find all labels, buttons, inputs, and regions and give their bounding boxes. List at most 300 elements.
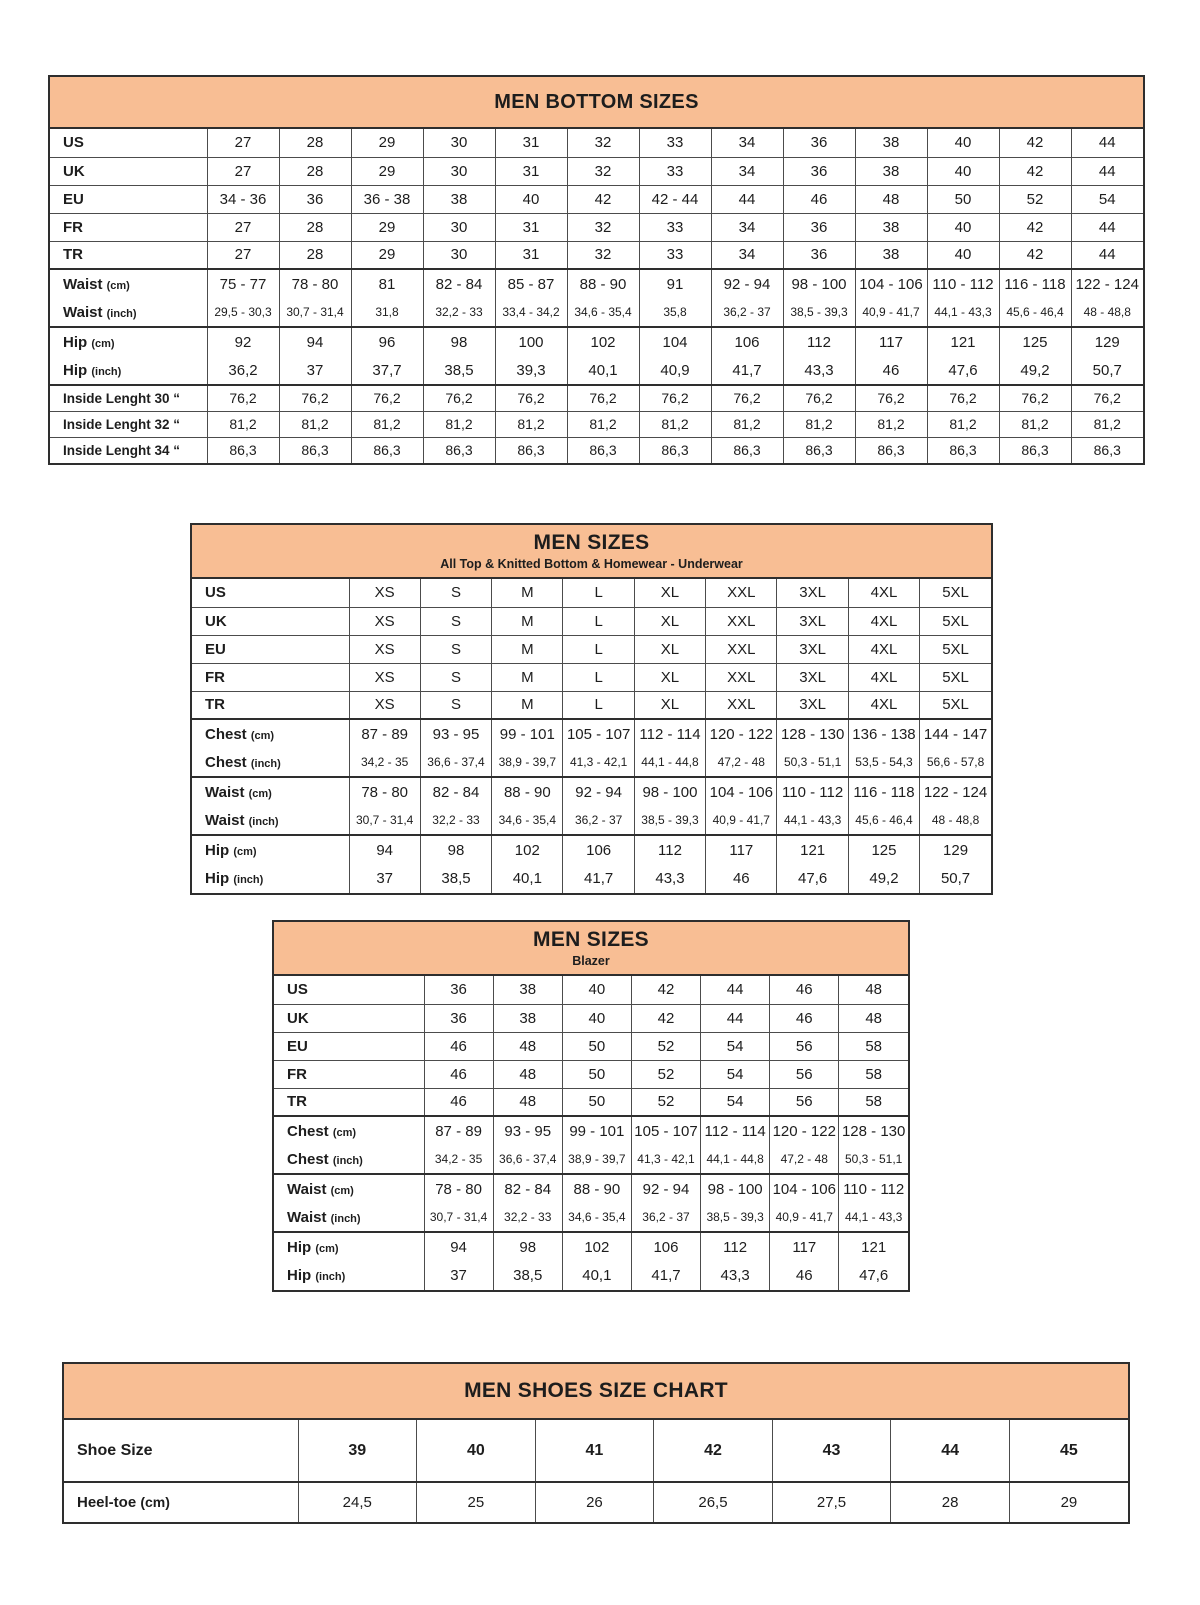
value-cell: 48 bbox=[493, 1088, 562, 1116]
value-cell: 40,9 - 41,7 bbox=[706, 806, 777, 835]
row-label bbox=[274, 1174, 424, 1203]
value-cell: 81,2 bbox=[711, 411, 783, 437]
row-label-text: Hip bbox=[63, 361, 88, 379]
row-label-unit: (cm) bbox=[315, 1242, 339, 1255]
row-label bbox=[192, 719, 349, 748]
value-cell: XL bbox=[634, 663, 705, 691]
value-cell: S bbox=[420, 663, 491, 691]
table-row bbox=[192, 748, 991, 777]
value-cell: 44,1 - 43,3 bbox=[839, 1203, 908, 1232]
value-cell: 104 - 106 bbox=[770, 1174, 839, 1203]
value-cell: 4XL bbox=[848, 607, 919, 635]
value-cell: 110 - 112 bbox=[777, 777, 848, 806]
table-row bbox=[50, 269, 1143, 298]
value-cell: 36 bbox=[783, 241, 855, 269]
value-cell: 81,2 bbox=[999, 411, 1071, 437]
value-cell: 56 bbox=[770, 1032, 839, 1060]
row-label-text: US bbox=[287, 981, 308, 999]
value-cell: 105 - 107 bbox=[631, 1116, 700, 1145]
value-cell: 48 bbox=[839, 976, 908, 1004]
value-cell: 33 bbox=[639, 157, 711, 185]
men-bottom-sizes-table bbox=[48, 75, 1145, 465]
value-cell: 50,3 - 51,1 bbox=[777, 748, 848, 777]
value-cell: 86,3 bbox=[1071, 437, 1143, 463]
row-label-text: Hip bbox=[287, 1267, 312, 1284]
value-cell: 129 bbox=[920, 835, 991, 864]
value-cell: 4XL bbox=[848, 663, 919, 691]
row-label-text: Chest bbox=[287, 1122, 329, 1140]
value-cell: 46 bbox=[706, 864, 777, 893]
value-cell: 102 bbox=[562, 1232, 631, 1261]
value-cell: 31 bbox=[495, 213, 567, 241]
value-cell: 29,5 - 30,3 bbox=[207, 298, 279, 327]
value-cell: 38,5 bbox=[493, 1261, 562, 1290]
row-label-unit: (inch) bbox=[233, 874, 264, 886]
value-cell: 48 bbox=[855, 185, 927, 213]
value-cell: 128 - 130 bbox=[839, 1116, 908, 1145]
value-cell: 31 bbox=[495, 241, 567, 269]
value-cell: 27,5 bbox=[772, 1482, 891, 1522]
table-row bbox=[274, 976, 908, 1004]
value-cell: 117 bbox=[855, 327, 927, 356]
value-cell: S bbox=[420, 607, 491, 635]
value-cell: 92 - 94 bbox=[563, 777, 634, 806]
value-cell: 125 bbox=[999, 327, 1071, 356]
row-label-unit: (cm) bbox=[332, 1126, 357, 1139]
men-shoes-size-table bbox=[62, 1362, 1130, 1524]
value-cell: 38,9 - 39,7 bbox=[492, 748, 563, 777]
value-cell: 54 bbox=[701, 1088, 770, 1116]
table-title: MEN BOTTOM SIZES bbox=[494, 91, 699, 113]
row-label-text: Waist bbox=[287, 1208, 327, 1226]
value-cell: 42 bbox=[999, 241, 1071, 269]
value-cell: 54 bbox=[1071, 185, 1143, 213]
table-title: MEN SHOES SIZE CHART bbox=[464, 1379, 728, 1403]
value-cell: 49,2 bbox=[999, 356, 1071, 385]
value-cell: 56,6 - 57,8 bbox=[920, 748, 991, 777]
value-cell: 31 bbox=[495, 129, 567, 157]
value-cell: 3XL bbox=[777, 607, 848, 635]
value-cell: 56 bbox=[770, 1060, 839, 1088]
value-cell: 86,3 bbox=[927, 437, 999, 463]
value-cell: 34 - 36 bbox=[207, 185, 279, 213]
value-cell: 32,2 - 33 bbox=[420, 806, 491, 835]
value-cell: 45,6 - 46,4 bbox=[999, 298, 1071, 327]
value-cell: 36 bbox=[783, 129, 855, 157]
value-cell: 36,2 - 37 bbox=[711, 298, 783, 327]
value-cell: 40 bbox=[562, 1004, 631, 1032]
row-label bbox=[50, 269, 207, 298]
value-cell: 116 - 118 bbox=[848, 777, 919, 806]
table-body bbox=[274, 976, 908, 1290]
row-label bbox=[274, 1116, 424, 1145]
value-cell: 117 bbox=[770, 1232, 839, 1261]
value-cell: 106 bbox=[631, 1232, 700, 1261]
table-row bbox=[50, 298, 1143, 327]
value-cell: 82 - 84 bbox=[420, 777, 491, 806]
value-cell: 54 bbox=[701, 1032, 770, 1060]
value-cell: 47,2 - 48 bbox=[770, 1145, 839, 1174]
row-label bbox=[50, 157, 207, 185]
value-cell: 34 bbox=[711, 213, 783, 241]
value-cell: 3XL bbox=[777, 663, 848, 691]
value-cell: 94 bbox=[349, 835, 420, 864]
value-cell: 42 bbox=[999, 213, 1071, 241]
value-cell: 81,2 bbox=[567, 411, 639, 437]
row-label-unit: (cm) bbox=[140, 1494, 170, 1510]
value-cell: 81,2 bbox=[207, 411, 279, 437]
value-cell: 27 bbox=[207, 213, 279, 241]
value-cell: 34,2 - 35 bbox=[349, 748, 420, 777]
value-cell: 41,3 - 42,1 bbox=[563, 748, 634, 777]
row-label bbox=[274, 1004, 424, 1032]
row-label bbox=[192, 607, 349, 635]
row-label bbox=[192, 748, 349, 777]
value-cell: 46 bbox=[855, 356, 927, 385]
value-cell: 52 bbox=[631, 1060, 700, 1088]
value-cell: 129 bbox=[1071, 327, 1143, 356]
value-cell: 48 - 48,8 bbox=[920, 806, 991, 835]
value-cell: 47,6 bbox=[777, 864, 848, 893]
table-header bbox=[50, 77, 1143, 129]
value-cell: L bbox=[563, 579, 634, 607]
value-cell: 42 bbox=[631, 1004, 700, 1032]
value-cell: 27 bbox=[207, 129, 279, 157]
value-cell: 105 - 107 bbox=[563, 719, 634, 748]
value-cell: 98 - 100 bbox=[701, 1174, 770, 1203]
value-cell: 41,7 bbox=[631, 1261, 700, 1290]
value-cell: 38 bbox=[493, 976, 562, 1004]
value-cell: 104 - 106 bbox=[706, 777, 777, 806]
table-title: MEN SIZES bbox=[533, 531, 650, 555]
value-cell: 112 bbox=[701, 1232, 770, 1261]
row-label bbox=[274, 1203, 424, 1232]
value-cell: 88 - 90 bbox=[562, 1174, 631, 1203]
value-cell: 44 bbox=[1071, 129, 1143, 157]
value-cell: M bbox=[492, 607, 563, 635]
value-cell: 81,2 bbox=[639, 411, 711, 437]
value-cell: 29 bbox=[351, 129, 423, 157]
value-cell: 86,3 bbox=[567, 437, 639, 463]
value-cell: 86,3 bbox=[711, 437, 783, 463]
table-subtitle: All Top & Knitted Bottom & Homewear - Underwear bbox=[440, 556, 743, 571]
value-cell: 110 - 112 bbox=[927, 269, 999, 298]
table-row bbox=[274, 1232, 908, 1261]
row-label bbox=[50, 213, 207, 241]
table-row bbox=[50, 241, 1143, 269]
value-cell: 40,9 - 41,7 bbox=[770, 1203, 839, 1232]
value-cell: 44 bbox=[1071, 157, 1143, 185]
value-cell: 110 - 112 bbox=[839, 1174, 908, 1203]
value-cell: XS bbox=[349, 579, 420, 607]
value-cell: 43,3 bbox=[634, 864, 705, 893]
value-cell: 38,5 bbox=[423, 356, 495, 385]
value-cell: 86,3 bbox=[495, 437, 567, 463]
value-cell: 41,7 bbox=[711, 356, 783, 385]
value-cell: 50 bbox=[562, 1060, 631, 1088]
value-cell: XS bbox=[349, 635, 420, 663]
value-cell: 4XL bbox=[848, 635, 919, 663]
value-cell: 49,2 bbox=[848, 864, 919, 893]
value-cell: 81,2 bbox=[495, 411, 567, 437]
value-cell: 36 bbox=[783, 157, 855, 185]
value-cell: 43,3 bbox=[783, 356, 855, 385]
row-label-unit: (inch) bbox=[332, 1154, 363, 1167]
value-cell: 37 bbox=[349, 864, 420, 893]
row-label-text: Heel-toe bbox=[77, 1494, 137, 1511]
value-cell: XXL bbox=[706, 579, 777, 607]
table-row bbox=[192, 777, 991, 806]
value-cell: 44 bbox=[701, 976, 770, 1004]
value-cell: 112 - 114 bbox=[634, 719, 705, 748]
value-cell: 122 - 124 bbox=[1071, 269, 1143, 298]
table-row bbox=[192, 835, 991, 864]
row-label-text: FR bbox=[205, 668, 225, 686]
table-row bbox=[192, 806, 991, 835]
table-row bbox=[50, 157, 1143, 185]
value-cell: 36,2 - 37 bbox=[563, 806, 634, 835]
value-cell: 37,7 bbox=[351, 356, 423, 385]
value-cell: 76,2 bbox=[495, 385, 567, 411]
row-label-text: EU bbox=[63, 190, 84, 208]
table-row bbox=[192, 607, 991, 635]
value-cell: 91 bbox=[639, 269, 711, 298]
row-label-unit: (inch) bbox=[91, 365, 122, 378]
value-cell: 43,3 bbox=[701, 1261, 770, 1290]
value-cell: 5XL bbox=[920, 691, 991, 719]
value-cell: 44,1 - 43,3 bbox=[927, 298, 999, 327]
value-cell: 78 - 80 bbox=[349, 777, 420, 806]
table-row bbox=[274, 1145, 908, 1174]
table-row bbox=[192, 635, 991, 663]
value-cell: 75 - 77 bbox=[207, 269, 279, 298]
value-cell: XS bbox=[349, 607, 420, 635]
table-row bbox=[274, 1060, 908, 1088]
value-cell: XXL bbox=[706, 663, 777, 691]
table-row bbox=[50, 356, 1143, 385]
value-cell: 5XL bbox=[920, 635, 991, 663]
row-label-unit: (inch) bbox=[250, 757, 281, 770]
value-cell: 117 bbox=[706, 835, 777, 864]
row-label-text: Chest bbox=[205, 725, 247, 743]
row-label bbox=[192, 579, 349, 607]
value-cell: S bbox=[420, 691, 491, 719]
value-cell: 88 - 90 bbox=[567, 269, 639, 298]
value-cell: 30 bbox=[423, 129, 495, 157]
value-cell: 122 - 124 bbox=[920, 777, 991, 806]
value-cell: 33,4 - 34,2 bbox=[495, 298, 567, 327]
table-row bbox=[50, 213, 1143, 241]
table-body bbox=[64, 1420, 1128, 1522]
value-cell: L bbox=[563, 691, 634, 719]
value-cell: 41,7 bbox=[563, 864, 634, 893]
table-row bbox=[50, 129, 1143, 157]
value-cell: 87 - 89 bbox=[424, 1116, 493, 1145]
value-cell: 58 bbox=[839, 1060, 908, 1088]
value-cell: 40 bbox=[562, 976, 631, 1004]
row-label-unit: (inch) bbox=[315, 1271, 346, 1283]
value-cell: 31,8 bbox=[351, 298, 423, 327]
value-cell: 29 bbox=[351, 157, 423, 185]
row-label-text: UK bbox=[287, 1009, 309, 1027]
row-label bbox=[274, 1145, 424, 1174]
value-cell: XXL bbox=[706, 691, 777, 719]
value-cell: M bbox=[492, 663, 563, 691]
value-cell: 38,5 bbox=[420, 864, 491, 893]
value-cell: 76,2 bbox=[927, 385, 999, 411]
row-label-text: Chest bbox=[205, 753, 247, 771]
value-cell: 3XL bbox=[777, 635, 848, 663]
value-cell: 30 bbox=[423, 241, 495, 269]
value-cell: 32,2 - 33 bbox=[493, 1203, 562, 1232]
value-cell: 76,2 bbox=[639, 385, 711, 411]
value-cell: 36 - 38 bbox=[351, 185, 423, 213]
value-cell: 33 bbox=[639, 213, 711, 241]
value-cell: 102 bbox=[567, 327, 639, 356]
value-cell: 34,6 - 35,4 bbox=[567, 298, 639, 327]
row-label-text: UK bbox=[63, 162, 85, 180]
value-cell: 35,8 bbox=[639, 298, 711, 327]
table-row bbox=[274, 1174, 908, 1203]
row-label-unit: (inch) bbox=[248, 815, 279, 828]
value-cell: 52 bbox=[999, 185, 1071, 213]
row-label bbox=[192, 777, 349, 806]
table-row bbox=[274, 1261, 908, 1290]
row-label-text: Shoe Size bbox=[77, 1441, 153, 1459]
value-cell: 38 bbox=[855, 241, 927, 269]
value-cell: 4XL bbox=[848, 579, 919, 607]
value-cell: 34,6 - 35,4 bbox=[562, 1203, 631, 1232]
value-cell: 88 - 90 bbox=[492, 777, 563, 806]
row-label-text: FR bbox=[287, 1065, 307, 1083]
value-cell: 38,5 - 39,3 bbox=[783, 298, 855, 327]
value-cell: 40,1 bbox=[567, 356, 639, 385]
value-cell: 46 bbox=[424, 1032, 493, 1060]
value-cell: XL bbox=[634, 607, 705, 635]
row-label-text: UK bbox=[205, 612, 227, 630]
table-row bbox=[64, 1482, 1128, 1522]
value-cell: 50 bbox=[562, 1032, 631, 1060]
row-label-text: Inside Lenght 30 “ bbox=[63, 390, 181, 406]
row-label-unit: (cm) bbox=[250, 729, 275, 742]
value-cell: 98 - 100 bbox=[634, 777, 705, 806]
value-cell: 100 bbox=[495, 327, 567, 356]
value-cell: 47,6 bbox=[839, 1261, 908, 1290]
value-cell: XS bbox=[349, 691, 420, 719]
value-cell: 85 - 87 bbox=[495, 269, 567, 298]
value-cell: 94 bbox=[279, 327, 351, 356]
row-label-text: Waist bbox=[287, 1180, 327, 1198]
value-cell: 104 bbox=[639, 327, 711, 356]
value-cell: 112 bbox=[634, 835, 705, 864]
table-row bbox=[50, 185, 1143, 213]
value-cell: 25 bbox=[417, 1482, 536, 1522]
row-label-text: Hip bbox=[63, 333, 88, 351]
value-cell: 81,2 bbox=[927, 411, 999, 437]
value-cell: 29 bbox=[1009, 1482, 1128, 1522]
value-cell: 41,3 - 42,1 bbox=[631, 1145, 700, 1174]
value-cell: XS bbox=[349, 663, 420, 691]
row-label bbox=[274, 1060, 424, 1088]
value-cell: 120 - 122 bbox=[706, 719, 777, 748]
table-header bbox=[64, 1364, 1128, 1420]
value-cell: 92 - 94 bbox=[711, 269, 783, 298]
value-cell: 98 bbox=[420, 835, 491, 864]
value-cell: 36,2 - 37 bbox=[631, 1203, 700, 1232]
row-label bbox=[50, 241, 207, 269]
value-cell: 121 bbox=[927, 327, 999, 356]
table-subtitle: Blazer bbox=[572, 953, 610, 968]
value-cell: S bbox=[420, 579, 491, 607]
value-cell: 46 bbox=[770, 976, 839, 1004]
value-cell: XL bbox=[634, 579, 705, 607]
value-cell: 82 - 84 bbox=[423, 269, 495, 298]
row-label bbox=[274, 1088, 424, 1116]
value-cell: 44 bbox=[1071, 213, 1143, 241]
table-row bbox=[50, 385, 1143, 411]
value-cell: 44,1 - 44,8 bbox=[634, 748, 705, 777]
row-label bbox=[192, 635, 349, 663]
value-cell: 27 bbox=[207, 241, 279, 269]
value-cell: 86,3 bbox=[783, 437, 855, 463]
value-cell: 44,1 - 44,8 bbox=[701, 1145, 770, 1174]
value-cell: 34,2 - 35 bbox=[424, 1145, 493, 1174]
value-cell: 76,2 bbox=[567, 385, 639, 411]
value-cell: 39 bbox=[298, 1420, 417, 1482]
row-label bbox=[50, 356, 207, 385]
value-cell: 87 - 89 bbox=[349, 719, 420, 748]
value-cell: 30,7 - 31,4 bbox=[279, 298, 351, 327]
value-cell: 86,3 bbox=[855, 437, 927, 463]
value-cell: 5XL bbox=[920, 579, 991, 607]
value-cell: 99 - 101 bbox=[492, 719, 563, 748]
value-cell: 58 bbox=[839, 1088, 908, 1116]
men-sizes-top-table bbox=[190, 523, 993, 895]
value-cell: 53,5 - 54,3 bbox=[848, 748, 919, 777]
value-cell: 3XL bbox=[777, 691, 848, 719]
row-label bbox=[274, 976, 424, 1004]
value-cell: 42 - 44 bbox=[639, 185, 711, 213]
value-cell: 34 bbox=[711, 129, 783, 157]
value-cell: 29 bbox=[351, 241, 423, 269]
value-cell: 38,5 - 39,3 bbox=[634, 806, 705, 835]
row-label-text: Inside Lenght 34 “ bbox=[63, 442, 181, 458]
row-label-text: Hip bbox=[287, 1238, 312, 1256]
row-label-unit: (cm) bbox=[91, 337, 115, 350]
row-label-text: FR bbox=[63, 218, 83, 236]
value-cell: 81,2 bbox=[351, 411, 423, 437]
value-cell: 38 bbox=[423, 185, 495, 213]
value-cell: 50 bbox=[927, 185, 999, 213]
value-cell: 38,9 - 39,7 bbox=[562, 1145, 631, 1174]
value-cell: 136 - 138 bbox=[848, 719, 919, 748]
value-cell: 42 bbox=[567, 185, 639, 213]
value-cell: 38 bbox=[855, 213, 927, 241]
value-cell: 112 - 114 bbox=[701, 1116, 770, 1145]
value-cell: 40 bbox=[927, 157, 999, 185]
value-cell: 76,2 bbox=[1071, 385, 1143, 411]
value-cell: 92 - 94 bbox=[631, 1174, 700, 1203]
value-cell: 40 bbox=[927, 129, 999, 157]
value-cell: 36 bbox=[424, 976, 493, 1004]
value-cell: 40 bbox=[417, 1420, 536, 1482]
value-cell: 40 bbox=[495, 185, 567, 213]
value-cell: 48 bbox=[493, 1032, 562, 1060]
value-cell: S bbox=[420, 635, 491, 663]
value-cell: XL bbox=[634, 691, 705, 719]
row-label-unit: (inch) bbox=[330, 1212, 361, 1225]
value-cell: 40,1 bbox=[492, 864, 563, 893]
